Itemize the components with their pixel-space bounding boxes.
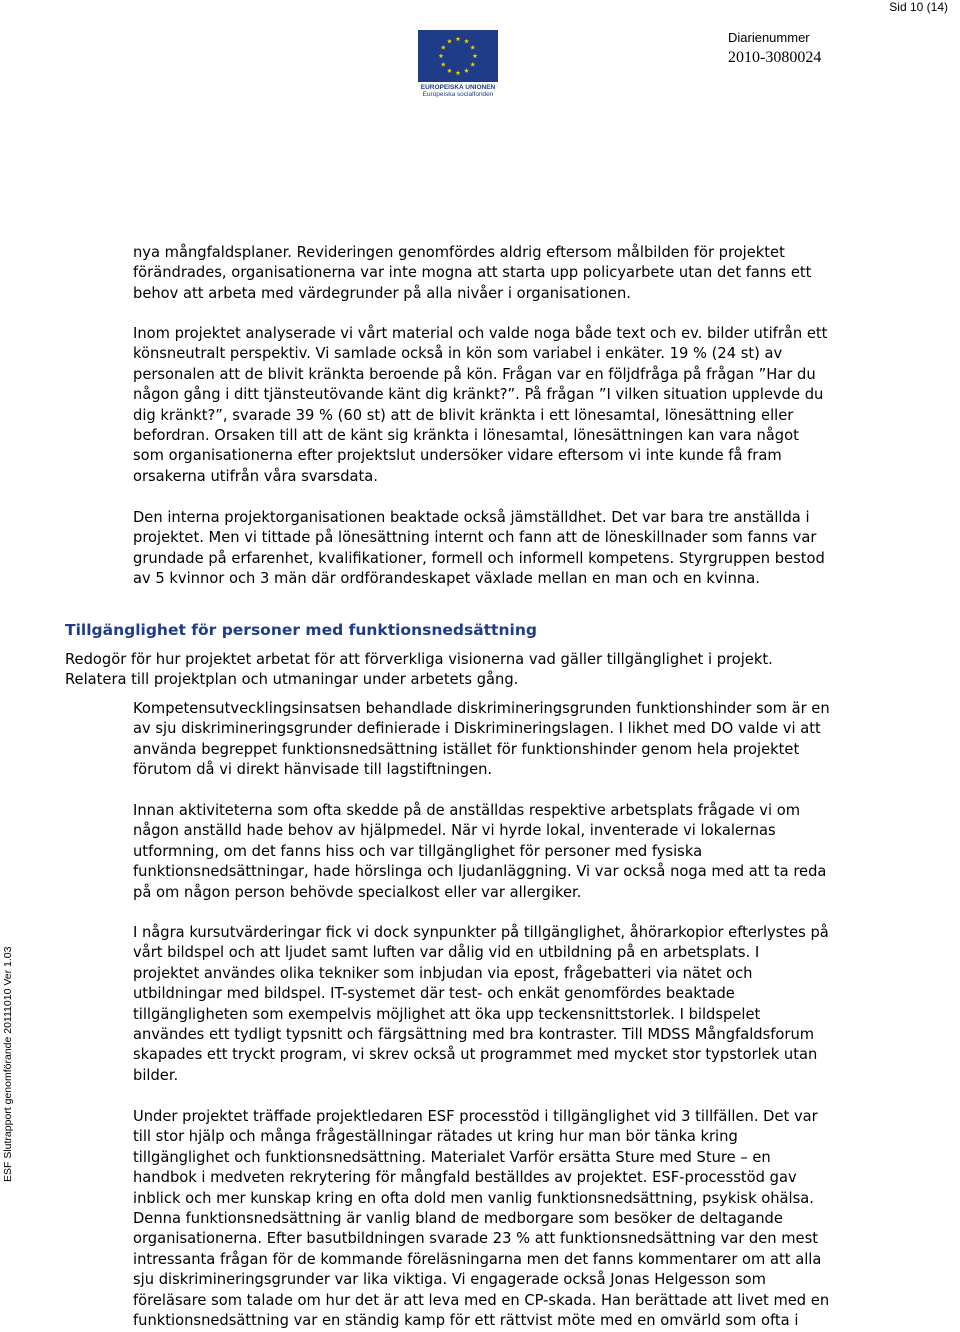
text-line: könsneutralt perspektiv. Vi samlade också in kön som variabel i enkäter. 19 % (24 st) av <box>133 345 783 363</box>
logo-line-2: Europeiska socialfonden <box>422 91 494 98</box>
paragraph-8 <box>133 1107 948 1331</box>
text-line: organisationerna. Efter basutbildningen svarade 23 % att funktionsnedsättning var den mest <box>133 1230 818 1248</box>
diarienummer-value: 2010-3080024 <box>728 49 822 66</box>
text-line: inblick och mer kunskap kring en ofta dold men vanlig funktionsnedsättning, psykisk ohälsa. <box>133 1189 814 1207</box>
text-line: Innan aktiviteterna som ofta skedde på de anställdas respektive arbetsplats frågade vi om <box>133 802 800 819</box>
paragraph-5 <box>133 699 948 781</box>
text-line: som organisationerna efter projektslut undersöker vidare eftersom vi inte kunde få fram <box>133 447 782 465</box>
text-line: personalen att de blivit kränkta beroende på kön. Frågan var en följdfråga på frågan ”Har du <box>133 365 816 383</box>
text-line: nya mångfaldsplaner. Revideringen genomfördes aldrig eftersom målbilden för projektet <box>133 244 785 261</box>
text-line: tillgängligheten som exempelvis möjlighet att öka upp teckensnittstorlek. I bildspelet <box>133 1005 761 1023</box>
text-line: använda begreppet funktionsnedsättning istället för funktionshinder genom hela projektet <box>133 740 800 758</box>
paragraph-6 <box>133 801 948 903</box>
text-line: tillgänglighet och funktionsnedsättning. Materialet Varför ersätta Sture med Sture – en <box>133 1148 771 1166</box>
text-line: någon gång i ditt tjänsteutövande känt dig kränkt?”. På frågan ”I vilken situation upplevde du <box>133 386 824 404</box>
text-line: utformning, om det fanns hiss och var tillgänglighet för personer med fysiska <box>133 842 703 860</box>
eu-social-fund-logo <box>418 30 498 102</box>
text-line: I några kursutvärderingar fick vi dock synpunkter på tillgänglighet, åhörarkopior efterlystes på <box>133 924 829 941</box>
paragraph-1 <box>133 243 948 304</box>
text-line: av sju diskrimineringsgrunder definierade i Diskrimineringslagen. I likhet med DO valde vi att <box>133 720 821 738</box>
paragraph-2 <box>133 324 948 487</box>
text-line: befordran. Orsaken till att de känt sig kränkta i lönesamtal, lönesättningen kan vara något <box>133 427 799 445</box>
text-line: Den interna projektorganisationen beaktade också jämställdhet. Det var bara tre anställda i <box>133 509 810 526</box>
text-line: dig kränkt?”, svarade 39 % (60 st) att de blivit kränkta i ett lönesamtal, lönesättning eller <box>133 406 794 424</box>
text-line: skapades ett tryckt program, vi skrev också ut programmet med mycket stor typstorlek utan <box>133 1046 818 1064</box>
text-line: funktionsnedsättningar, hade hörslinga och ljudanläggning. Vi var också noga med att ta reda <box>133 863 827 881</box>
text-line: utbildningar med bildspel. IT-systemet där test- och enkät genomfördes beaktade <box>133 985 735 1003</box>
text-line: föreläsare som talade om hur det är att leva med en CP-skada. Han berättade att livet med en <box>133 1291 830 1309</box>
text-line: användes ett tydligt typsnitt och färgsättning med bra kontraster. Till MDSS Mångfaldsforum <box>133 1026 815 1044</box>
footer-version-text: ESF Slutrapport genomförande 20111010 Ver 1.03 <box>2 946 14 1182</box>
section-heading-accessibility: Tillgänglighet för personer med funktionsnedsättning <box>65 621 537 639</box>
diarienummer-label: Diarienummer <box>728 30 810 45</box>
page-number: Sid 10 (14) <box>889 0 948 14</box>
text-line: någon anställd hade behov av hjälpmedel. När vi hyrde lokal, inventerade vi lokalernas <box>133 822 776 840</box>
text-line: Under projektet träffade projektledaren ESF processtöd i tillgänglighet vid 3 tillfällen. Det var <box>133 1108 818 1125</box>
text-line: funktionsnedsättning var en ständig kamp för ett rättvist möte med en omvärld som ofta i <box>133 1312 799 1330</box>
paragraph-7 <box>133 923 948 1086</box>
text-line: förutom då vi direkt hänvisade till lagstiftningen. <box>133 761 493 779</box>
text-line: handbok i medveten rekrytering för mångfald beställdes av projektet. ESF-processtöd gav <box>133 1169 797 1187</box>
text-line: projektet. Men vi tittade på lönesättning internt och fann att de löneskillnader som fanns var <box>133 529 817 547</box>
text-line: bilder. <box>133 1066 179 1084</box>
text-line: Denna funktionsnedsättning är vanlig bland de medborgare som besöker de deltagande <box>133 1210 783 1228</box>
text-line: sju diskrimineringsgrunder var lika viktiga. Vi engagerade också Jonas Helgesson som <box>133 1271 766 1289</box>
text-line: på om någon person behövde specialkost eller var allergiker. <box>133 883 582 901</box>
eu-flag-icon <box>418 30 498 82</box>
text-line: grundade på erfarenhet, kvalifikationer, formell och informell kompetens. Styrgruppen bestod <box>133 549 825 567</box>
text-line: orsakerna utifrån våra svarsdata. <box>133 467 378 485</box>
text-line: vårt bildspel och att ljudet samt luften var dålig vid en utbildning på en arbetsplats. I <box>133 944 760 962</box>
text-line: Redogör för hur projektet arbetat för att förverkliga visionerna vad gäller tillgänglighet i projekt. <box>65 651 773 668</box>
logo-line-1: EUROPEISKA UNIONEN <box>420 84 496 91</box>
text-line: Inom projektet analyserade vi vårt material och valde noga både text och ev. bilder utifrån ett <box>133 325 828 342</box>
instruction-paragraph <box>65 650 945 691</box>
text-line: behov att arbeta med värdegrunder på alla nivåer i organisationen. <box>133 284 631 302</box>
text-line: till stor hjälp och många frågeställningar rätades ut kring hur man bör tänka kring <box>133 1128 738 1146</box>
text-line: förändrades, organisationerna var inte mogna att starta upp policyarbete utan det fanns ett <box>133 264 812 282</box>
text-line: projektet användes olika tekniker som inbjudan via epost, frågebatteri via nätet och <box>133 964 753 982</box>
text-line: Kompetensutvecklingsinsatsen behandlade diskrimineringsgrunden funktionshinder som är en <box>133 700 830 717</box>
text-line: Relatera till projektplan och utmaningar under arbetets gång. <box>65 671 519 689</box>
paragraph-3 <box>133 508 948 590</box>
text-line: av 5 kvinnor och 3 män där ordförandeskapet växlade mellan en man och en kvinna. <box>133 570 760 588</box>
diarienummer-block <box>728 30 821 68</box>
text-line: intressanta frågan för de kommande föreläsningarna men det fanns kommentarer om att alla <box>133 1250 822 1268</box>
